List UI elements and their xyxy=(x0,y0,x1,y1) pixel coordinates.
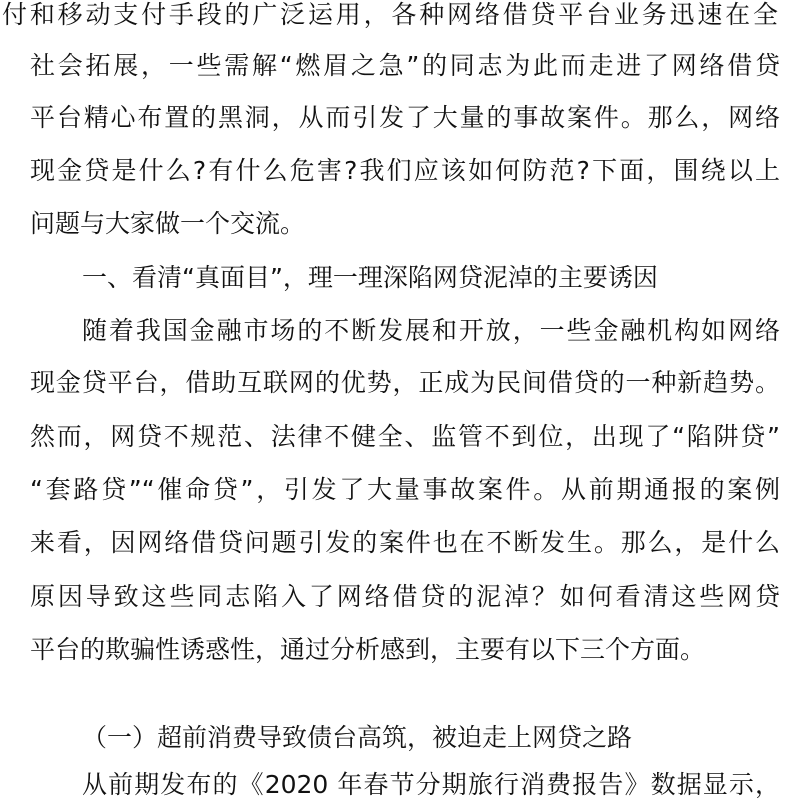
text-line: 然而，网贷不规范、法律不健全、监管不到位，出现了“陷阱贷” xyxy=(30,422,780,451)
text-line: 平台的欺骗性诱惑性，通过分析感到，主要有以下三个方面。 xyxy=(30,635,706,664)
section-heading: 一、看清“真面目”，理一理深陷网贷泥淖的主要诱因 xyxy=(82,263,658,292)
text-line: 从前期发布的《2020 年春节分期旅行消费报告》数据显示， xyxy=(82,770,780,799)
text-line: 原因导致这些同志陷入了网络借贷的泥淖？如何看清这些网贷 xyxy=(30,582,780,611)
text-line: 社会拓展，一些需解“燃眉之急”的同志为此而走进了网络借贷 xyxy=(30,51,780,80)
text-line: 现金贷平台，借助互联网的优势，正成为民间借贷的一种新趋势。 xyxy=(30,368,780,397)
text-line: 随着我国金融市场的不断发展和开放，一些金融机构如网络 xyxy=(82,316,780,345)
text-line: 问题与大家做一个交流。 xyxy=(30,209,306,238)
subsection-heading: （一）超前消费导致债台高筑，被迫走上网贷之路 xyxy=(82,723,633,752)
text-line: 现金贷是什么?有什么危害?我们应该如何防范?下面，围绕以上 xyxy=(30,156,780,185)
text-line: 平台精心布置的黑洞，从而引发了大量的事故案件。那么，网络 xyxy=(30,103,780,132)
text-line: “套路贷”“催命贷”，引发了大量事故案件。从前期通报的案例 xyxy=(30,475,780,504)
text-line: 付和移动支付手段的广泛运用，各种网络借贷平台业务迅速在全 xyxy=(2,0,778,29)
text-line: 来看，因网络借贷问题引发的案件也在不断发生。那么，是什么 xyxy=(30,528,780,557)
